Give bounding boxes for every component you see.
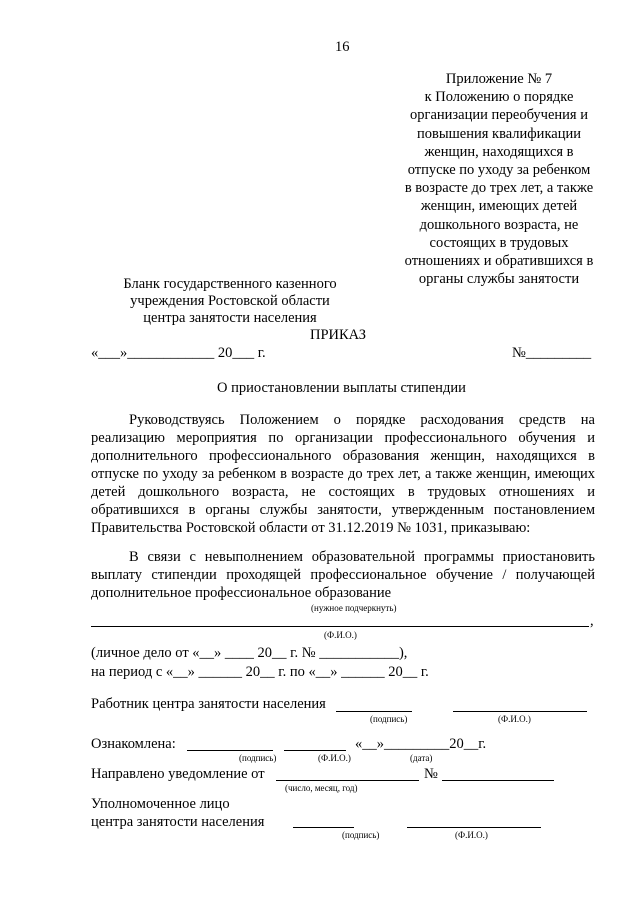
letterhead-line: центра занятости населения xyxy=(143,310,317,326)
body-paragraph-order: В связи с невыполнением образовательной программы приостановить выплату стипендии проходящей профессиональное обучение / получающей дополнительное профессиональное образование xyxy=(91,549,595,601)
appendix-line: женщин, имеющих детей xyxy=(420,198,578,215)
employee-label: Работник центра занятости населения xyxy=(91,696,326,712)
notification-hint-date: (число, месяц, год) xyxy=(285,783,358,793)
authorized-line1: Уполномоченное лицо xyxy=(91,796,230,812)
acquainted-fio-line xyxy=(284,750,346,751)
letterhead-line: Бланк государственного казенного xyxy=(123,276,337,292)
acquainted-label: Ознакомлена: xyxy=(91,736,176,752)
appendix-line: женщин, находящихся в xyxy=(424,143,574,160)
employee-hint-signature: (подпись) xyxy=(370,714,408,724)
authorized-fio-line xyxy=(407,827,541,828)
appendix-line: в возрасте до трех лет, а также xyxy=(404,180,594,197)
appendix-line: отношениях и обратившихся в xyxy=(404,253,594,270)
fio-comma: , xyxy=(590,613,594,629)
hint-underline: (нужное подчеркнуть) xyxy=(311,603,397,613)
acquainted-hint-fio: (Ф.И.О.) xyxy=(318,753,351,763)
page-number: 16 xyxy=(335,39,350,55)
appendix-line: органы службы занятости xyxy=(418,271,580,288)
authorized-hint-signature: (подпись) xyxy=(342,830,380,840)
employee-hint-fio: (Ф.И.О.) xyxy=(498,714,531,724)
employee-fio-line xyxy=(453,711,587,712)
appendix-line: Приложение № 7 xyxy=(445,71,553,87)
letterhead-block xyxy=(95,276,365,327)
appendix-line: организации переобучения и xyxy=(410,107,588,124)
acquainted-hint-date: (дата) xyxy=(410,753,433,763)
date-field: «___»____________ 20___ г. xyxy=(91,345,266,361)
notification-number-line xyxy=(442,780,554,781)
acquainted-signature-line xyxy=(187,750,273,751)
authorized-hint-fio: (Ф.И.О.) xyxy=(455,830,488,840)
letterhead-line: учреждения Ростовской области xyxy=(130,293,330,309)
fio-line xyxy=(91,626,589,627)
notification-number-sign: № xyxy=(424,766,438,782)
acquainted-hint-signature: (подпись) xyxy=(239,753,277,763)
appendix-line: отпуске по уходу за ребенком xyxy=(407,162,591,179)
body-paragraph: Руководствуясь Положением о порядке расходования средств на реализацию мероприятия по организации профессионального обучения и дополнительного профессионального образования женщин, находящихся в отпуске по уходу за ребенком в возрасте до трех лет, а также женщин, имеющих детей дошкольного возраста, не состоящих в трудовых отношениях и обратившихся в органы службы занятости, утвержденным постановлением Правительства Ростовской области от 31.12.2019 № 1031, приказываю: xyxy=(91,412,595,536)
appendix-line: повышения квалификации xyxy=(417,125,581,142)
authorized-line2: центра занятости населения xyxy=(91,814,265,830)
subject-heading: О приостановлении выплаты стипендии xyxy=(217,380,466,396)
appendix-line: к Положению о порядке xyxy=(424,89,574,106)
number-field: №_________ xyxy=(512,345,592,361)
authorized-signature-line xyxy=(293,827,354,828)
personal-file-line: (личное дело от «__» ____ 20__ г. № ___________), xyxy=(91,645,408,661)
appendix-line: дошкольного возраста, не xyxy=(419,216,579,233)
order-title: ПРИКАЗ xyxy=(310,327,367,343)
employee-signature-line xyxy=(336,711,412,712)
notification-label: Направлено уведомление от xyxy=(91,766,265,782)
appendix-line: состоящих в трудовых xyxy=(429,234,569,251)
hint-fio: (Ф.И.О.) xyxy=(324,630,357,640)
period-line: на период с «__» ______ 20__ г. по «__» ______ 20__ г. xyxy=(91,664,429,680)
appendix-block xyxy=(388,70,610,288)
acquainted-date: «__»_________20__г. xyxy=(355,736,487,752)
notification-date-line xyxy=(276,780,419,781)
